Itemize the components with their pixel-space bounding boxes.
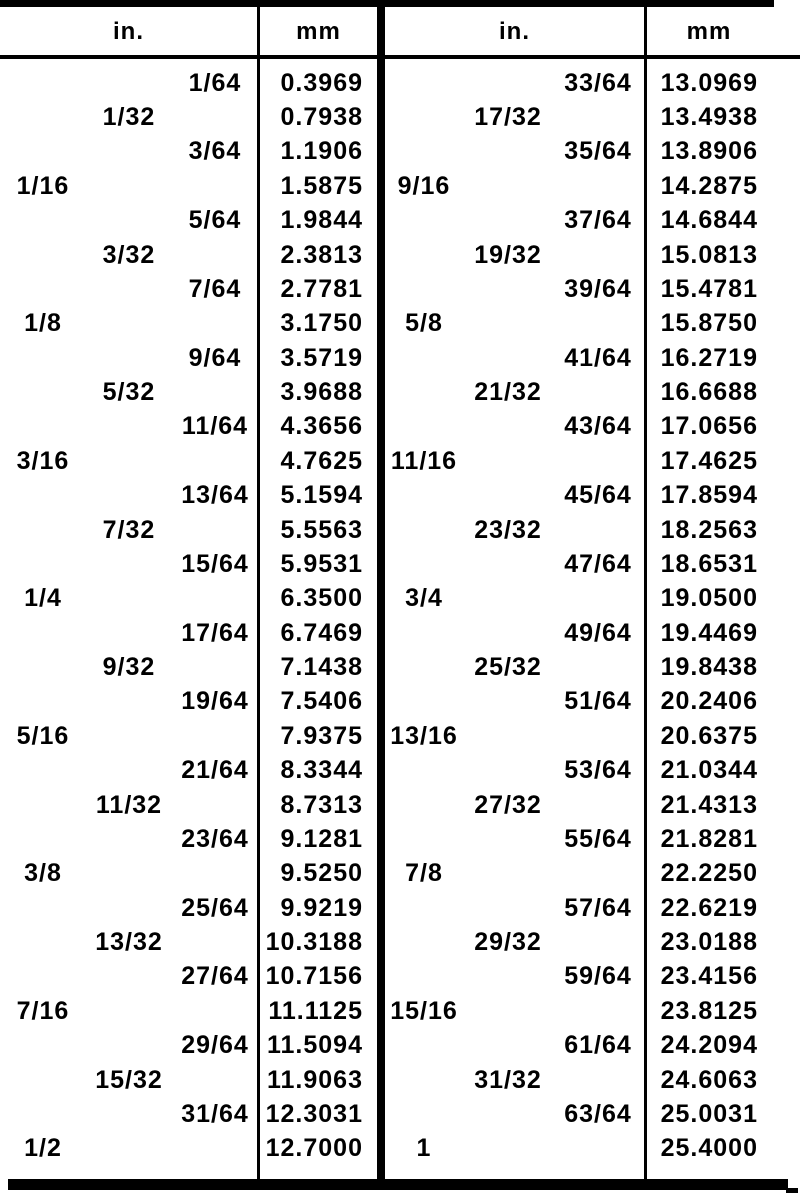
table-row — [385, 1097, 800, 1131]
table-row — [385, 479, 800, 513]
inch-fraction-32nds-cell: 21/32 — [474, 378, 542, 407]
inch-fraction-16ths-cell: 9/16 — [397, 171, 451, 200]
mm-value-cell: 10.7156 — [265, 962, 363, 991]
table-row — [385, 513, 800, 547]
mm-value-cell: 21.0344 — [660, 756, 758, 785]
mm-value-cell: 21.4313 — [660, 790, 758, 819]
mm-value-cell: 3.9688 — [280, 378, 363, 407]
inch-fraction-64ths-cell: 55/64 — [564, 824, 632, 853]
table-row — [0, 238, 377, 272]
mm-value-cell: 16.2719 — [660, 343, 758, 372]
mm-value-cell: 13.8906 — [660, 137, 758, 166]
inch-fraction-64ths-cell: 35/64 — [564, 137, 632, 166]
mm-value-cell: 10.3188 — [265, 928, 363, 957]
table-row — [0, 857, 377, 891]
mm-value-cell: 24.6063 — [660, 1065, 758, 1094]
mm-value-cell: 24.2094 — [660, 1031, 758, 1060]
table-row — [385, 238, 800, 272]
table-row — [385, 272, 800, 306]
table-row — [0, 822, 377, 856]
inch-fraction-64ths-cell: 9/64 — [188, 343, 242, 372]
column-header-in-left: in. — [113, 17, 144, 45]
table-row — [385, 582, 800, 616]
mm-value-cell: 25.0031 — [660, 1099, 758, 1128]
mm-value-cell: 9.5250 — [280, 859, 363, 888]
inch-fraction-16ths-cell: 1/16 — [16, 171, 70, 200]
table-row — [0, 754, 377, 788]
inch-fraction-64ths-cell: 57/64 — [564, 893, 632, 922]
mm-value-cell: 14.2875 — [660, 171, 758, 200]
inch-fraction-64ths-cell: 1/64 — [188, 68, 242, 97]
table-row — [0, 513, 377, 547]
table-row — [0, 891, 377, 925]
inch-fraction-64ths-cell: 43/64 — [564, 412, 632, 441]
inch-fraction-16ths-cell: 3/4 — [405, 584, 443, 613]
mm-value-cell: 19.8438 — [660, 653, 758, 682]
mm-value-cell: 23.8125 — [660, 996, 758, 1025]
table-row — [385, 307, 800, 341]
inch-fraction-16ths-cell: 1/8 — [24, 309, 62, 338]
inch-fraction-32nds-cell: 5/32 — [102, 378, 156, 407]
mm-value-cell: 12.7000 — [265, 1134, 363, 1163]
table-row — [385, 1132, 800, 1166]
table-row — [385, 375, 800, 409]
inch-fraction-64ths-cell: 49/64 — [564, 618, 632, 647]
table-row — [0, 925, 377, 959]
mm-value-cell: 6.3500 — [280, 584, 363, 613]
inch-fraction-32nds-cell: 27/32 — [474, 790, 542, 819]
mm-value-cell: 2.3813 — [280, 240, 363, 269]
table-row — [0, 960, 377, 994]
table-row — [385, 341, 800, 375]
table-row — [0, 719, 377, 753]
table-row — [0, 616, 377, 650]
table-row — [0, 685, 377, 719]
table-right-half — [385, 66, 800, 1166]
table-row — [385, 444, 800, 478]
inch-fraction-64ths-cell: 31/64 — [181, 1099, 249, 1128]
mm-value-cell: 7.1438 — [280, 653, 363, 682]
table-row — [0, 479, 377, 513]
mm-value-cell: 20.2406 — [660, 687, 758, 716]
inch-fraction-16ths-cell: 3/16 — [16, 446, 70, 475]
table-left-half — [0, 66, 377, 1166]
inch-fraction-64ths-cell: 19/64 — [181, 687, 249, 716]
inch-fraction-32nds-cell: 11/32 — [95, 790, 163, 819]
mm-value-cell: 18.6531 — [660, 549, 758, 578]
table-row — [0, 1063, 377, 1097]
table-row — [0, 582, 377, 616]
inch-fraction-64ths-cell: 25/64 — [181, 893, 249, 922]
table-row — [385, 685, 800, 719]
inch-fraction-64ths-cell: 51/64 — [564, 687, 632, 716]
mm-value-cell: 17.8594 — [660, 481, 758, 510]
inch-fraction-16ths-cell: 13/16 — [390, 721, 458, 750]
mm-value-cell: 13.0969 — [660, 68, 758, 97]
mm-value-cell: 0.7938 — [280, 103, 363, 132]
mm-value-cell: 16.6688 — [660, 378, 758, 407]
mm-value-cell: 14.6844 — [660, 206, 758, 235]
inch-fraction-16ths-cell: 3/8 — [24, 859, 62, 888]
table-row — [0, 66, 377, 100]
inch-fraction-32nds-cell: 19/32 — [474, 240, 542, 269]
table-row — [385, 100, 800, 134]
inch-fraction-64ths-cell: 5/64 — [188, 206, 242, 235]
inch-fraction-32nds-cell: 7/32 — [102, 515, 156, 544]
inch-fraction-16ths-cell: 7/8 — [405, 859, 443, 888]
mm-value-cell: 20.6375 — [660, 721, 758, 750]
mm-value-cell: 4.7625 — [280, 446, 363, 475]
table-row — [0, 994, 377, 1028]
table-row — [385, 754, 800, 788]
mm-value-cell: 5.1594 — [280, 481, 363, 510]
inch-fraction-64ths-cell: 23/64 — [181, 824, 249, 853]
mm-value-cell: 12.3031 — [265, 1099, 363, 1128]
mm-value-cell: 25.4000 — [660, 1134, 758, 1163]
mm-value-cell: 19.0500 — [660, 584, 758, 613]
inch-fraction-64ths-cell: 45/64 — [564, 481, 632, 510]
mm-value-cell: 22.2250 — [660, 859, 758, 888]
table-row — [385, 1063, 800, 1097]
inch-fraction-16ths-cell: 7/16 — [16, 996, 70, 1025]
table-row — [0, 650, 377, 684]
inch-fraction-64ths-cell: 53/64 — [564, 756, 632, 785]
mm-value-cell: 5.5563 — [280, 515, 363, 544]
table-row — [0, 788, 377, 822]
table-row — [385, 547, 800, 581]
table-row — [385, 135, 800, 169]
inch-fraction-32nds-cell: 17/32 — [474, 103, 542, 132]
table-row — [0, 375, 377, 409]
table-row — [385, 204, 800, 238]
table-row — [0, 1029, 377, 1063]
mm-value-cell: 15.0813 — [660, 240, 758, 269]
inch-fraction-16ths-cell: 1/4 — [24, 584, 62, 613]
inch-fraction-32nds-cell: 3/32 — [102, 240, 156, 269]
mm-value-cell: 7.5406 — [280, 687, 363, 716]
table-row — [0, 341, 377, 375]
inch-fraction-32nds-cell: 13/32 — [95, 928, 163, 957]
mm-value-cell: 0.3969 — [280, 68, 363, 97]
mm-value-cell: 9.9219 — [280, 893, 363, 922]
inch-fraction-64ths-cell: 41/64 — [564, 343, 632, 372]
mm-value-cell: 3.1750 — [280, 309, 363, 338]
column-header-mm-left: mm — [296, 17, 341, 45]
mm-value-cell: 3.5719 — [280, 343, 363, 372]
inch-fraction-64ths-cell: 17/64 — [181, 618, 249, 647]
table-row — [385, 891, 800, 925]
header-underline — [0, 55, 800, 59]
mm-value-cell: 18.2563 — [660, 515, 758, 544]
mm-value-cell: 1.5875 — [280, 171, 363, 200]
inch-fraction-32nds-cell: 31/32 — [474, 1065, 542, 1094]
mm-value-cell: 17.0656 — [660, 412, 758, 441]
inch-fraction-64ths-cell: 15/64 — [181, 549, 249, 578]
scan-artifact-dash — [786, 1188, 798, 1193]
table-row — [385, 169, 800, 203]
table-row — [0, 272, 377, 306]
inch-fraction-64ths-cell: 29/64 — [181, 1031, 249, 1060]
mm-value-cell: 6.7469 — [280, 618, 363, 647]
table-row — [0, 307, 377, 341]
inch-fraction-32nds-cell: 15/32 — [95, 1065, 163, 1094]
mm-value-cell: 1.1906 — [280, 137, 363, 166]
table-row — [385, 410, 800, 444]
mm-value-cell: 5.9531 — [280, 549, 363, 578]
mm-value-cell: 17.4625 — [660, 446, 758, 475]
inch-fraction-64ths-cell: 7/64 — [188, 274, 242, 303]
inch-fraction-64ths-cell: 27/64 — [181, 962, 249, 991]
column-header-in-right: in. — [499, 17, 530, 45]
inch-fraction-16ths-cell: 5/8 — [405, 309, 443, 338]
table-row — [0, 1097, 377, 1131]
mm-value-cell: 22.6219 — [660, 893, 758, 922]
mm-value-cell: 7.9375 — [280, 721, 363, 750]
mm-value-cell: 23.4156 — [660, 962, 758, 991]
inch-fraction-16ths-cell: 1 — [416, 1134, 432, 1163]
mm-value-cell: 21.8281 — [660, 824, 758, 853]
table-row — [0, 135, 377, 169]
mm-value-cell: 23.0188 — [660, 928, 758, 957]
table-row — [385, 66, 800, 100]
inch-fraction-16ths-cell: 5/16 — [16, 721, 70, 750]
table-row — [0, 547, 377, 581]
mm-value-cell: 11.9063 — [267, 1065, 363, 1094]
inch-fraction-32nds-cell: 29/32 — [474, 928, 542, 957]
inch-fraction-64ths-cell: 21/64 — [181, 756, 249, 785]
inch-fraction-64ths-cell: 3/64 — [188, 137, 242, 166]
mm-value-cell: 9.1281 — [280, 824, 363, 853]
mm-value-cell: 19.4469 — [660, 618, 758, 647]
mm-value-cell: 1.9844 — [280, 206, 363, 235]
inch-fraction-64ths-cell: 59/64 — [564, 962, 632, 991]
inch-fraction-32nds-cell: 1/32 — [102, 103, 156, 132]
mm-value-cell: 4.3656 — [280, 412, 363, 441]
table-row — [385, 616, 800, 650]
table-row — [385, 650, 800, 684]
inch-fraction-64ths-cell: 63/64 — [564, 1099, 632, 1128]
inch-fraction-32nds-cell: 23/32 — [474, 515, 542, 544]
table-row — [385, 960, 800, 994]
table-row — [385, 857, 800, 891]
mm-value-cell: 13.4938 — [660, 103, 758, 132]
inch-fraction-64ths-cell: 61/64 — [564, 1031, 632, 1060]
mm-value-cell: 8.3344 — [280, 756, 363, 785]
table-row — [385, 822, 800, 856]
inch-fraction-64ths-cell: 47/64 — [564, 549, 632, 578]
inch-fraction-64ths-cell: 11/64 — [181, 412, 249, 441]
table-row — [0, 444, 377, 478]
table-row — [385, 994, 800, 1028]
table-row — [0, 100, 377, 134]
table-row — [385, 1029, 800, 1063]
inch-fraction-16ths-cell: 15/16 — [390, 996, 458, 1025]
table-row — [385, 788, 800, 822]
mm-value-cell: 2.7781 — [280, 274, 363, 303]
column-header-mm-right: mm — [686, 17, 732, 45]
table-row — [0, 1132, 377, 1166]
table-row — [385, 719, 800, 753]
mm-value-cell: 11.5094 — [267, 1031, 363, 1060]
mm-value-cell: 15.4781 — [660, 274, 758, 303]
table-top-border — [0, 0, 774, 7]
mm-value-cell: 8.7313 — [280, 790, 363, 819]
table-row — [0, 204, 377, 238]
table-row — [385, 925, 800, 959]
inch-fraction-64ths-cell: 33/64 — [564, 68, 632, 97]
mm-value-cell: 15.8750 — [660, 309, 758, 338]
inch-fraction-64ths-cell: 13/64 — [181, 481, 249, 510]
table-row — [0, 410, 377, 444]
table-row — [0, 169, 377, 203]
inch-fraction-32nds-cell: 25/32 — [474, 653, 542, 682]
inch-fraction-16ths-cell: 11/16 — [390, 446, 458, 475]
divider-center-thick — [377, 0, 385, 1190]
mm-value-cell: 11.1125 — [268, 996, 363, 1025]
inch-fraction-32nds-cell: 9/32 — [102, 653, 156, 682]
inch-fraction-64ths-cell: 37/64 — [564, 206, 632, 235]
inch-fraction-64ths-cell: 39/64 — [564, 274, 632, 303]
table-bottom-border — [8, 1179, 788, 1190]
inch-fraction-16ths-cell: 1/2 — [24, 1134, 62, 1163]
